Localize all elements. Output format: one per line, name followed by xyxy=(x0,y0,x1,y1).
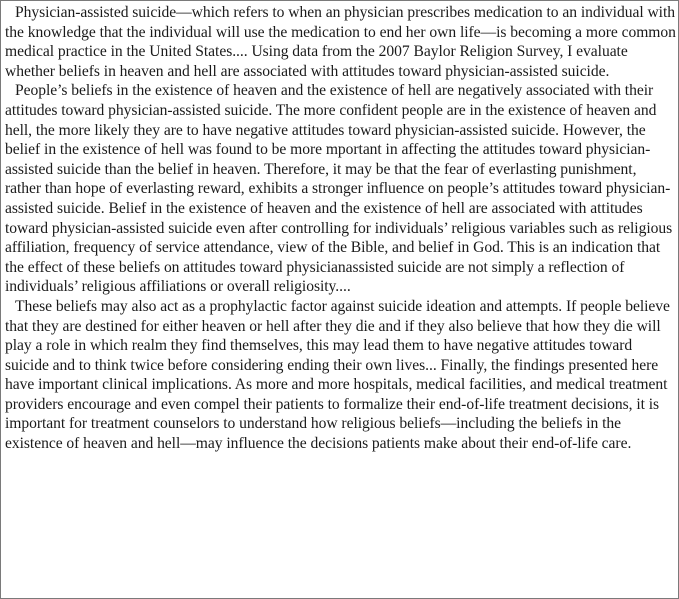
paragraph-3: These beliefs may also act as a prophylactic factor against suicide ideation and attempts. If people believe that they are destined for either heaven or hell after they die and if they also believe that how they die will play a role in which realm they find themselves, this may lead them to have negative attitudes toward suicide and to think twice before considering ending their own lives... Finally, the findings presented here have important clinical implications. As more and more hospitals, medical facilities, and medical treatment providers encourage and even compel their patients to formalize their end-of-life treatment decisions, it is important for treatment counselors to understand how religious beliefs—including the beliefs in the existence of heaven and hell—may influence the decisions patients make about their end-of-life care. xyxy=(5,297,670,453)
paragraph-2: People’s beliefs in the existence of heaven and the existence of hell are negatively associated with their attitudes toward physician-assisted suicide. The more confident people are in the existence of heaven and hell, the more likely they are to have negative attitudes toward physician-assisted suicide. However, the belief in the existence of hell was found to be more mportant in affecting the attitudes toward physician-assisted suicide than the belief in heaven. Therefore, it may be that the fear of everlasting punishment, rather than hope of everlasting reward, exhibits a stronger influence on people’s attitudes toward physician-assisted suicide. Belief in the existence of heaven and the existence of hell are associated with attitudes toward physician-assisted suicide even after controlling for individuals’ religious variables such as religious affiliation, frequency of service attendance, view of the Bible, and belief in God. This is an indication that the effect of these beliefs on attitudes toward physicianassisted suicide are not simply a reflection of individuals’ religious affiliations or overall religiosity.... xyxy=(5,82,673,296)
paragraph-1: Physician-assisted suicide—which refers to when an physician prescribes medication to an individual with the knowledge that the individual will use the medication to end her own life—is becoming a more common medical practice in the United States.... Using data from the 2007 Baylor Religion Survey, I evaluate whether beliefs in heaven and hell are associated with attitudes toward physician-assisted suicide. xyxy=(5,4,676,80)
